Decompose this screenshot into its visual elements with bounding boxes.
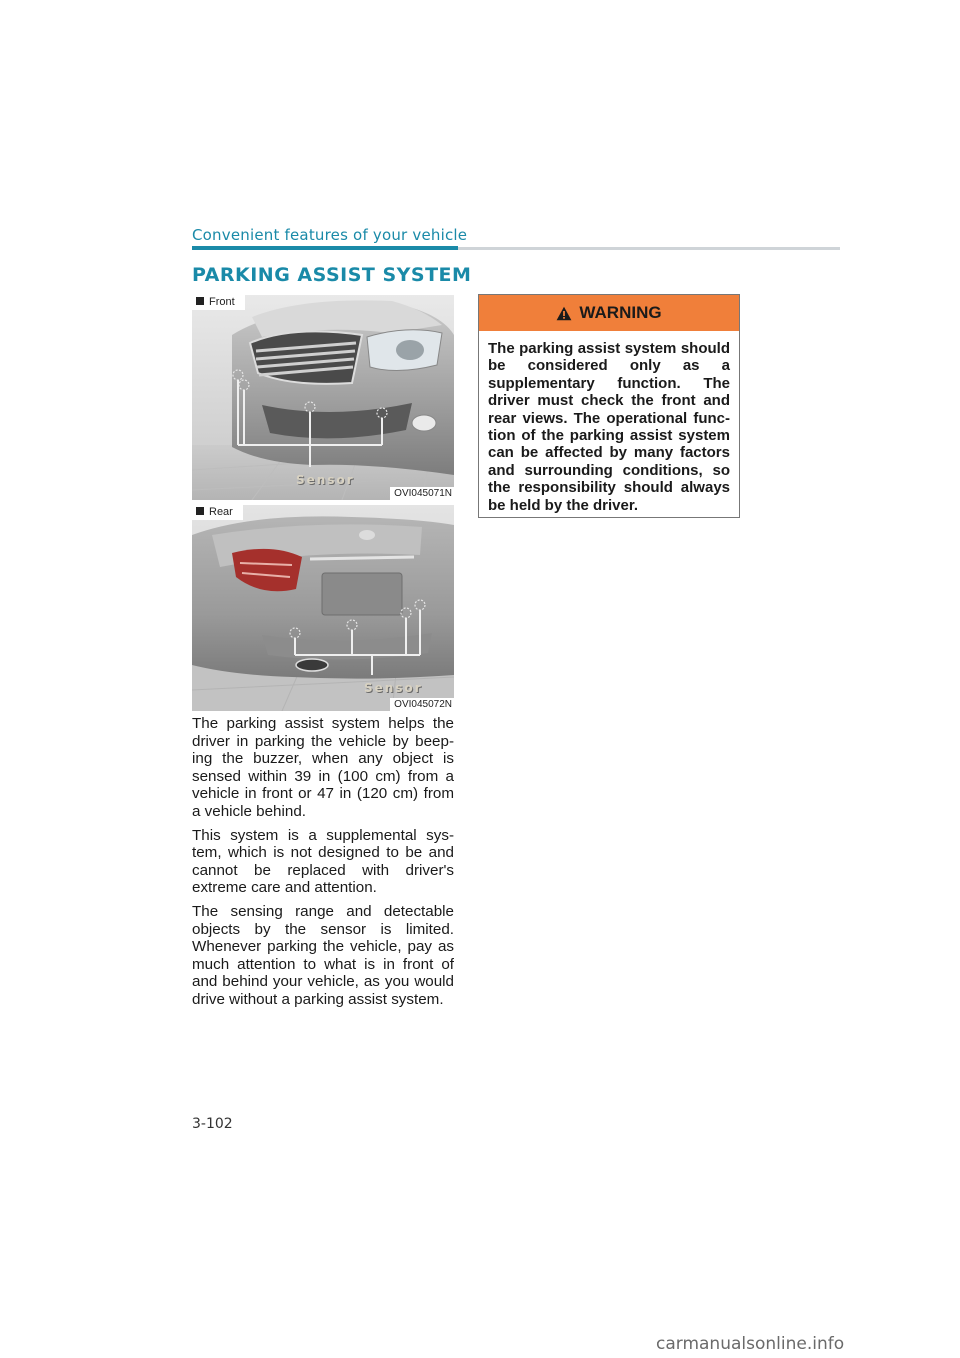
rear-figure-code: OVI045072N xyxy=(390,698,454,711)
warning-triangle-icon xyxy=(556,306,572,321)
warning-text: The parking assist system should be considered only as a supplementary function. The driver must check the front and rear views. The operational func-tion of the parking assist system can be affected by many factors and surrounding conditions, so the responsibility should always be held by the driver. xyxy=(488,340,730,514)
rear-figure-label xyxy=(192,505,243,520)
square-bullet-icon xyxy=(196,297,204,305)
front-figure-code: OVI045071N xyxy=(390,487,454,500)
front-sensor-figure xyxy=(192,295,454,500)
rear-label-text: Rear xyxy=(209,506,233,518)
body-paragraph: The parking assist system helps the driver in parking the vehicle by beep-ing the buzzer, when any object is sensed within 39 in (100 cm) from a vehicle in front or 47 in (120 cm) from a vehicle behind. xyxy=(192,715,454,820)
watermark: carmanualsonline.info xyxy=(656,1334,845,1354)
header-rule-accent xyxy=(192,246,458,250)
body-paragraph: This system is a supplemental sys-tem, which is not designed to be and cannot be replaced with driver's extreme care and attention. xyxy=(192,826,454,897)
square-bullet-icon xyxy=(196,507,204,515)
body-paragraph: The sensing range and detectable objects by the sensor is limited. Whenever parking the vehicle, pay as much attention to what is in front of and behind your vehicle, as you would drive without a parking assist system. xyxy=(192,902,454,1008)
body-text xyxy=(192,715,454,1015)
rear-sensor-figure xyxy=(192,505,454,711)
front-car-illustration xyxy=(192,295,454,500)
page-title: PARKING ASSIST SYSTEM xyxy=(192,264,472,286)
warning-header xyxy=(479,295,739,331)
front-sensor-callout: Sensor xyxy=(296,473,355,487)
rear-sensor-callout: Sensor xyxy=(364,681,423,695)
warning-box xyxy=(478,294,740,518)
section-header: Convenient features of your vehicle xyxy=(192,226,468,244)
warning-heading: WARNING xyxy=(579,303,662,322)
front-label-text: Front xyxy=(209,296,235,308)
front-figure-label xyxy=(192,295,245,310)
page-number: 3-102 xyxy=(192,1116,233,1132)
